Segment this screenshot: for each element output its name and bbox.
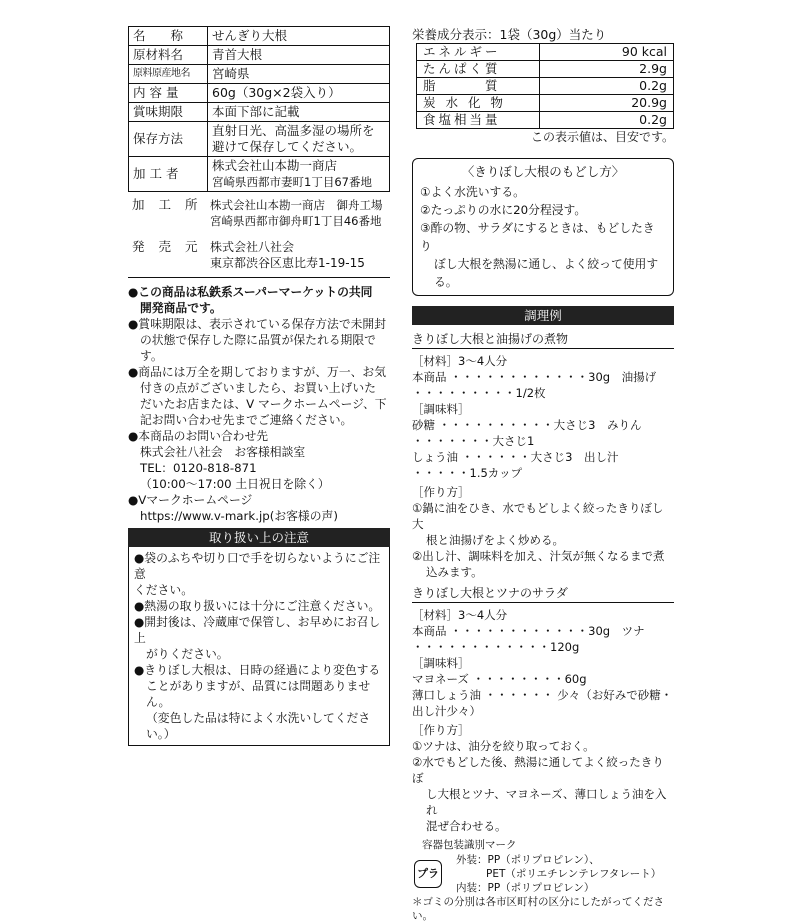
label-value: 60g（30g×2袋入り） <box>208 84 390 103</box>
right-column <box>412 26 674 923</box>
divider <box>128 277 390 278</box>
nutrition-table <box>416 43 674 129</box>
recipe-header: 調理例 <box>412 306 674 325</box>
recipe-title: きりぼし大根とツナのサラダ <box>412 585 674 603</box>
nutrition-row <box>417 61 674 78</box>
label-row <box>129 84 390 103</box>
label-value-line: 避けて保存してください。 <box>212 139 363 154</box>
recipe-step: 混ぜ合わせる。 <box>426 819 507 833</box>
note-line: （10:00～17:00 土日祝日を除く） <box>140 477 330 491</box>
notes-section <box>128 284 390 524</box>
recycle-pla-icon: プラ <box>414 860 442 888</box>
nutrition-key: たんぱく質 <box>417 61 540 78</box>
recipe-line: ［作り方］ <box>412 485 470 499</box>
nutrition-title: 栄養成分表示：1袋（30g）当たり <box>412 27 607 42</box>
label-value: 青首大根 <box>208 46 390 65</box>
processing-plant-address: 宮崎県西都市御舟町1丁目46番地 <box>210 214 382 228</box>
label-key: 保存方法 <box>129 122 208 157</box>
package-line: 内装：PP（ポリプロピレン） <box>456 882 595 894</box>
handling-box <box>128 547 390 746</box>
rehydration-title: 〈きりぼし大根のもどし方〉 <box>461 164 625 179</box>
handling-line: がりください。 <box>146 647 229 661</box>
recipe-step: ①鍋に油をひき、水でもどしよく絞ったきりぼし大 <box>412 501 664 531</box>
label-key: 原料原産地名 <box>129 65 208 84</box>
recipe-step: ①ツナは、油分を絞り取っておく。 <box>412 739 595 753</box>
label-value <box>208 122 390 157</box>
recipe-line: ［調味料］ <box>412 656 470 670</box>
nutrition-row <box>417 112 674 129</box>
label-row <box>129 122 390 157</box>
note-line: ●Vマークホームページ <box>128 493 253 507</box>
note-line: 付きの点がございましたら、お買い上げいた <box>140 381 376 395</box>
recipe-step: 根と油揚げをよく炒める。 <box>426 533 564 547</box>
note-line: だいたお店または、V マークホームページ、下 <box>140 397 387 411</box>
note-line: TEL：0120-818-871 <box>140 461 257 475</box>
nutrition-note: この表示値は、目安です。 <box>530 130 674 144</box>
label-value-line: 直射日光、高温多湿の場所を <box>212 123 375 138</box>
label-value <box>208 157 390 192</box>
nutrition-row <box>417 44 674 61</box>
handling-line: ●開封後は、冷蔵庫で保管し、お早めにお召し上 <box>134 615 381 645</box>
nutrition-key: エネルギー <box>417 44 540 61</box>
note-line: 株式会社八社会 お客様相談室 <box>140 445 306 459</box>
recipe-step: 込みます。 <box>426 565 483 579</box>
recipe-line: しょう油 ・・・・・・大さじ3 出し汁 ・・・・・1.5カップ <box>412 450 619 480</box>
nutrition-key: 炭 水 化 物 <box>417 95 540 112</box>
handling-title: 取り扱い上の注意 <box>128 528 390 547</box>
label-key: 名 称 <box>129 27 208 46</box>
distributor <box>128 239 390 271</box>
handling-line: ●きりぼし大根は、日時の経過により変色する <box>134 663 381 677</box>
handling-line: （変色した品は特によく水洗いしてください。） <box>146 711 371 741</box>
recipe-line: 本商品 ・・・・・・・・・・・・30g ツナ ・・・・・・・・・・・・120g <box>412 624 645 654</box>
recipe-step: ②水でもどした後、熱湯に通してよく絞ったきりぼ <box>412 755 664 785</box>
recipe-2 <box>412 585 674 834</box>
label-value: 本面下部に記載 <box>208 103 390 122</box>
recipe-1 <box>412 331 674 580</box>
homepage-url: https://www.v-mark.jp(お客様の声) <box>140 509 338 523</box>
label-key: 賞味期限 <box>129 103 208 122</box>
nutrition-row <box>417 95 674 112</box>
label-key: 原材料名 <box>129 46 208 65</box>
distributor-name: 株式会社八社会 <box>210 240 295 254</box>
handling-section <box>128 528 390 746</box>
recipe-line: 本商品 ・・・・・・・・・・・・30g 油揚げ ・・・・・・・・・1/2枚 <box>412 370 657 400</box>
garbage-note: ＊ゴミの分別は各市区町村の区分にしたがってください。 <box>412 896 664 922</box>
note-line: の状態で保存した際に品質が保たれる期限です。 <box>140 333 376 363</box>
package-line: 外装：PP（ポリプロピレン）、 <box>456 854 600 866</box>
recipe-line: ［材料］3～4人分 <box>412 608 508 622</box>
label-row <box>129 27 390 46</box>
processing-plant <box>128 197 390 229</box>
nutrition-value: 20.9g <box>540 95 674 112</box>
note-line: ●賞味期限は、表示されている保存方法で未開封 <box>128 317 387 331</box>
rehydration-step: ①よく水洗いする。 <box>420 185 525 199</box>
handling-line: ●袋のふちや切り口で手を切らないようにご注意 <box>134 551 381 581</box>
recipe-line: ［材料］3～4人分 <box>412 354 508 368</box>
label-value-line: 株式会社山本勘一商店 <box>212 158 338 173</box>
label-value-line: 宮崎県西都市妻町1丁目67番地 <box>212 175 372 189</box>
nutrition-value: 0.2g <box>540 78 674 95</box>
package-line: PET（ポリエチレンテレフタレート） <box>486 868 662 880</box>
rehydration-step: ③酢の物、サラダにするときは、もどしたきり <box>420 221 655 253</box>
left-column <box>128 26 390 746</box>
recipe-line: 砂糖 ・・・・・・・・・・大さじ3 みりん ・・・・・・・大さじ1 <box>412 418 642 448</box>
note-line: ●商品には万全を期しておりますが、万一、お気 <box>128 365 387 379</box>
rehydration-step: ②たっぷりの水に20分程浸す。 <box>420 203 587 217</box>
nutrition-value: 2.9g <box>540 61 674 78</box>
recipe-line: ［調味料］ <box>412 402 470 416</box>
rehydration-step: ぼし大根を熱湯に通し、よく絞って使用する。 <box>434 257 659 289</box>
label-key: 内 容 量 <box>129 84 208 103</box>
note-line: 開発商品です。 <box>140 301 222 315</box>
nutrition-row <box>417 78 674 95</box>
recipe-step: ②出し汁、調味料を加え、汁気が無くなるまで煮 <box>412 549 665 563</box>
note-line: ●本商品のお問い合わせ先 <box>128 429 269 443</box>
label-key: 加 工 者 <box>129 157 208 192</box>
package-mark-title: 容器包装識別マーク <box>422 839 517 851</box>
recipe-line: 薄口しょう油 ・・・・・・ 少々（お好みで砂糖・出し汁少々） <box>412 688 673 718</box>
nutrition-value: 90 kcal <box>540 44 674 61</box>
note-line: 記お問い合わせ先までご連絡ください。 <box>140 413 353 427</box>
label-row <box>129 65 390 84</box>
label-row <box>129 103 390 122</box>
note-line: ●この商品は私鉄系スーパーマーケットの共同 <box>128 285 373 299</box>
distributor-key: 発 売 元 <box>132 239 203 254</box>
handling-line: ことがありますが、品質には問題ありません。 <box>146 679 371 709</box>
processing-plant-name: 株式会社山本勘一商店 御舟工場 <box>210 198 383 212</box>
processing-plant-key: 加 工 所 <box>132 197 203 212</box>
product-label-table <box>128 26 390 192</box>
nutrition-value: 0.2g <box>540 112 674 129</box>
nutrition-key: 食塩相当量 <box>417 112 540 129</box>
recipe-step: し大根とツナ、マヨネーズ、薄口しょう油を入れ <box>426 787 667 817</box>
recipe-line: マヨネーズ ・・・・・・・・60g <box>412 672 587 686</box>
label-value: 宮崎県 <box>208 65 390 84</box>
distributor-address: 東京都渋谷区恵比寿1-19-15 <box>210 256 365 270</box>
label-value: せんぎり大根 <box>208 27 390 46</box>
rehydration-box <box>412 158 674 296</box>
package-mark-section <box>412 838 674 923</box>
recipe-title: きりぼし大根と油揚げの煮物 <box>412 331 674 349</box>
recipe-line: ［作り方］ <box>412 723 470 737</box>
label-row <box>129 157 390 192</box>
nutrition-key: 脂 質 <box>417 78 540 95</box>
handling-line: ください。 <box>134 583 193 597</box>
handling-line: ●熱湯の取り扱いには十分にご注意ください。 <box>134 599 381 613</box>
label-row <box>129 46 390 65</box>
